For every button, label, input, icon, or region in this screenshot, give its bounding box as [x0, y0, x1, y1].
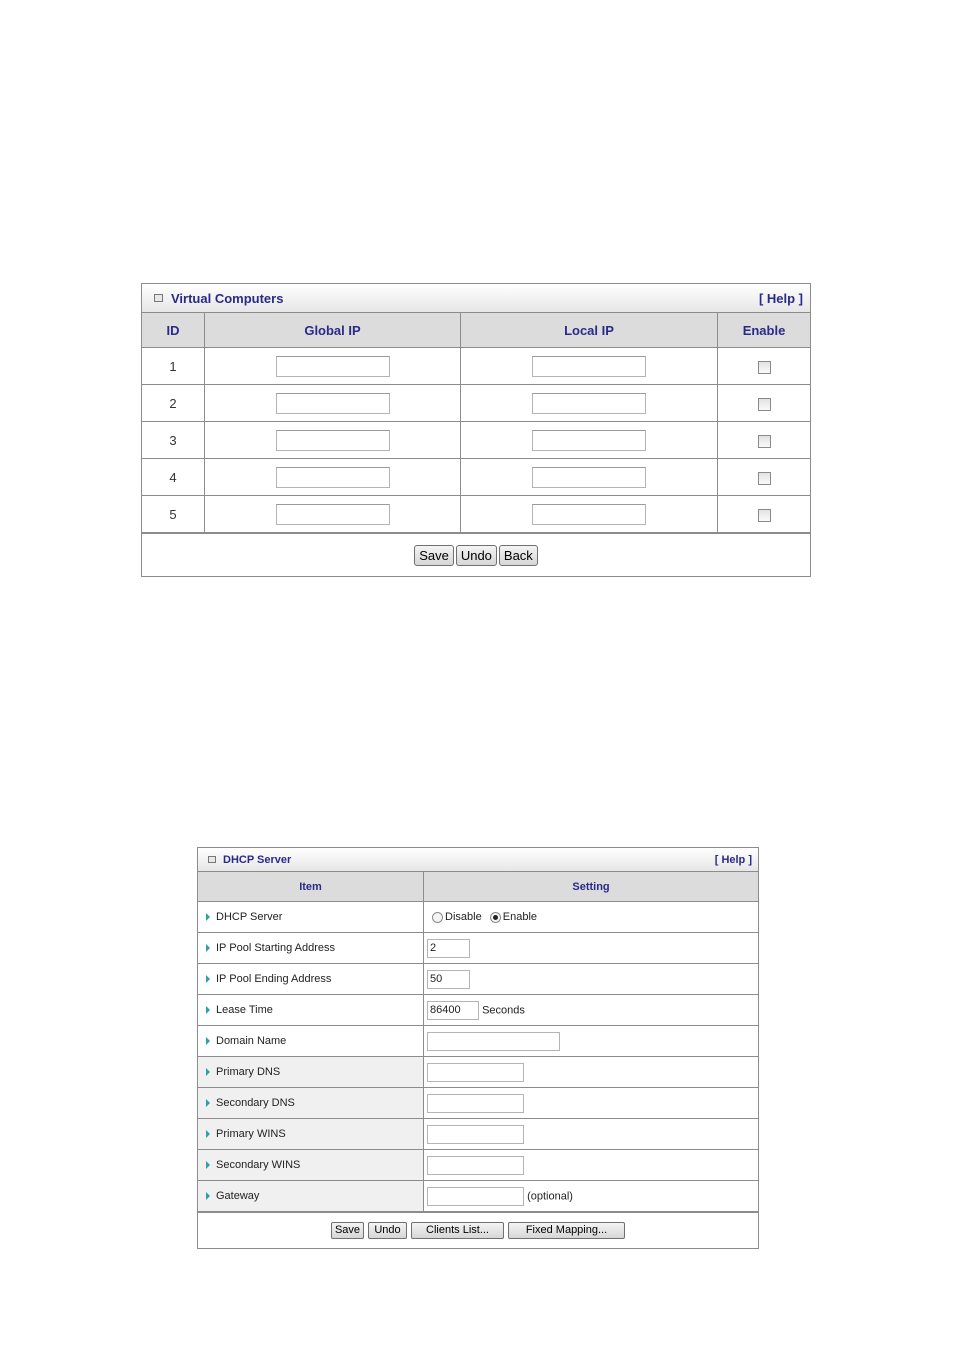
- secondary-wins-row: [198, 1150, 758, 1181]
- bullet-arrow-icon: [206, 944, 210, 952]
- row-label: Lease Time: [216, 1004, 273, 1017]
- bullet-arrow-icon: [206, 1006, 210, 1014]
- primary-dns-row: [198, 1057, 758, 1088]
- row-label: IP Pool Starting Address: [216, 942, 336, 955]
- row-id: 2: [142, 385, 205, 422]
- row-id: 3: [142, 422, 205, 459]
- bullet-arrow-icon: [206, 1192, 210, 1200]
- primary-wins-input[interactable]: [427, 1125, 524, 1144]
- col-header-enable: Enable: [718, 313, 811, 348]
- panel-box-icon: [154, 294, 163, 302]
- row-label: DHCP Server: [216, 911, 283, 924]
- row-id: 4: [142, 459, 205, 496]
- enable-checkbox[interactable]: [758, 472, 771, 485]
- table-row: [142, 459, 810, 496]
- global-ip-input[interactable]: [276, 393, 390, 414]
- local-ip-input[interactable]: [532, 504, 646, 525]
- pool-end-row: [198, 964, 758, 995]
- domain-name-row: [198, 1026, 758, 1057]
- help-link[interactable]: [ Help ]: [758, 290, 803, 306]
- primary-dns-input[interactable]: [427, 1063, 524, 1082]
- dhcp-settings-table: [198, 872, 758, 1212]
- local-ip-input[interactable]: [532, 393, 646, 414]
- bullet-arrow-icon: [206, 1099, 210, 1107]
- bullet-arrow-icon: [206, 1068, 210, 1076]
- virtual-computers-header: [142, 284, 810, 313]
- dhcp-server-row: [198, 902, 758, 933]
- table-row: [142, 422, 810, 459]
- col-header-global-ip: Global IP: [205, 313, 461, 348]
- local-ip-input[interactable]: [532, 356, 646, 377]
- lease-time-input[interactable]: 86400: [427, 1001, 479, 1020]
- dhcp-server-panel: [197, 847, 759, 1249]
- virtual-computers-panel: [141, 283, 811, 577]
- lease-time-row: [198, 995, 758, 1026]
- table-header-row: [142, 313, 810, 348]
- row-label: Secondary DNS: [216, 1097, 295, 1110]
- row-label: Gateway: [216, 1190, 260, 1203]
- row-label: Primary WINS: [216, 1128, 286, 1141]
- back-button[interactable]: Back: [499, 545, 538, 566]
- bullet-arrow-icon: [206, 913, 210, 921]
- col-header-local-ip: Local IP: [461, 313, 718, 348]
- bullet-arrow-icon: [206, 1130, 210, 1138]
- global-ip-input[interactable]: [276, 356, 390, 377]
- row-label: Secondary WINS: [216, 1159, 301, 1172]
- enable-checkbox[interactable]: [758, 398, 771, 411]
- undo-button[interactable]: Undo: [456, 545, 497, 566]
- enable-checkbox[interactable]: [758, 509, 771, 522]
- secondary-dns-row: [198, 1088, 758, 1119]
- table-header-row: [198, 872, 758, 902]
- gateway-row: [198, 1181, 758, 1212]
- col-header-id: ID: [142, 313, 205, 348]
- undo-button[interactable]: Undo: [368, 1222, 407, 1239]
- enable-checkbox[interactable]: [758, 361, 771, 374]
- row-label: IP Pool Ending Address: [216, 973, 332, 986]
- gateway-note: (optional): [527, 1190, 573, 1202]
- virtual-computers-table: [142, 313, 810, 533]
- row-id: 1: [142, 348, 205, 385]
- col-header-item: Item: [198, 872, 424, 902]
- button-row: [198, 1212, 758, 1248]
- table-row: [142, 385, 810, 422]
- enable-checkbox[interactable]: [758, 435, 771, 448]
- save-button[interactable]: Save: [414, 545, 454, 566]
- disable-radio[interactable]: [432, 912, 443, 923]
- table-row: [142, 348, 810, 385]
- button-row: [142, 533, 810, 576]
- fixed-mapping-button[interactable]: Fixed Mapping...: [508, 1222, 625, 1239]
- panel-box-icon: [208, 856, 216, 863]
- table-row: [142, 496, 810, 533]
- pool-start-input[interactable]: 2: [427, 939, 470, 958]
- secondary-wins-input[interactable]: [427, 1156, 524, 1175]
- row-label: Primary DNS: [216, 1066, 281, 1079]
- secondary-dns-input[interactable]: [427, 1094, 524, 1113]
- local-ip-input[interactable]: [532, 430, 646, 451]
- local-ip-input[interactable]: [532, 467, 646, 488]
- col-header-setting: Setting: [424, 872, 759, 902]
- bullet-arrow-icon: [206, 975, 210, 983]
- disable-label: Disable: [445, 911, 482, 924]
- pool-end-input[interactable]: 50: [427, 970, 470, 989]
- global-ip-input[interactable]: [276, 504, 390, 525]
- primary-wins-row: [198, 1119, 758, 1150]
- global-ip-input[interactable]: [276, 467, 390, 488]
- enable-radio[interactable]: [490, 912, 501, 923]
- dhcp-server-header: [198, 848, 758, 872]
- gateway-input[interactable]: [427, 1187, 524, 1206]
- enable-label: Enable: [502, 911, 538, 924]
- panel-title: DHCP Server: [223, 853, 292, 866]
- panel-title: Virtual Computers: [171, 290, 284, 306]
- bullet-arrow-icon: [206, 1037, 210, 1045]
- domain-name-input[interactable]: [427, 1032, 560, 1051]
- row-id: 5: [142, 496, 205, 533]
- row-label: Domain Name: [216, 1035, 287, 1048]
- lease-time-unit: Seconds: [482, 1004, 525, 1016]
- bullet-arrow-icon: [206, 1161, 210, 1169]
- global-ip-input[interactable]: [276, 430, 390, 451]
- clients-list-button[interactable]: Clients List...: [411, 1222, 504, 1239]
- pool-start-row: [198, 933, 758, 964]
- save-button[interactable]: Save: [331, 1222, 364, 1239]
- help-link[interactable]: [ Help ]: [714, 853, 752, 866]
